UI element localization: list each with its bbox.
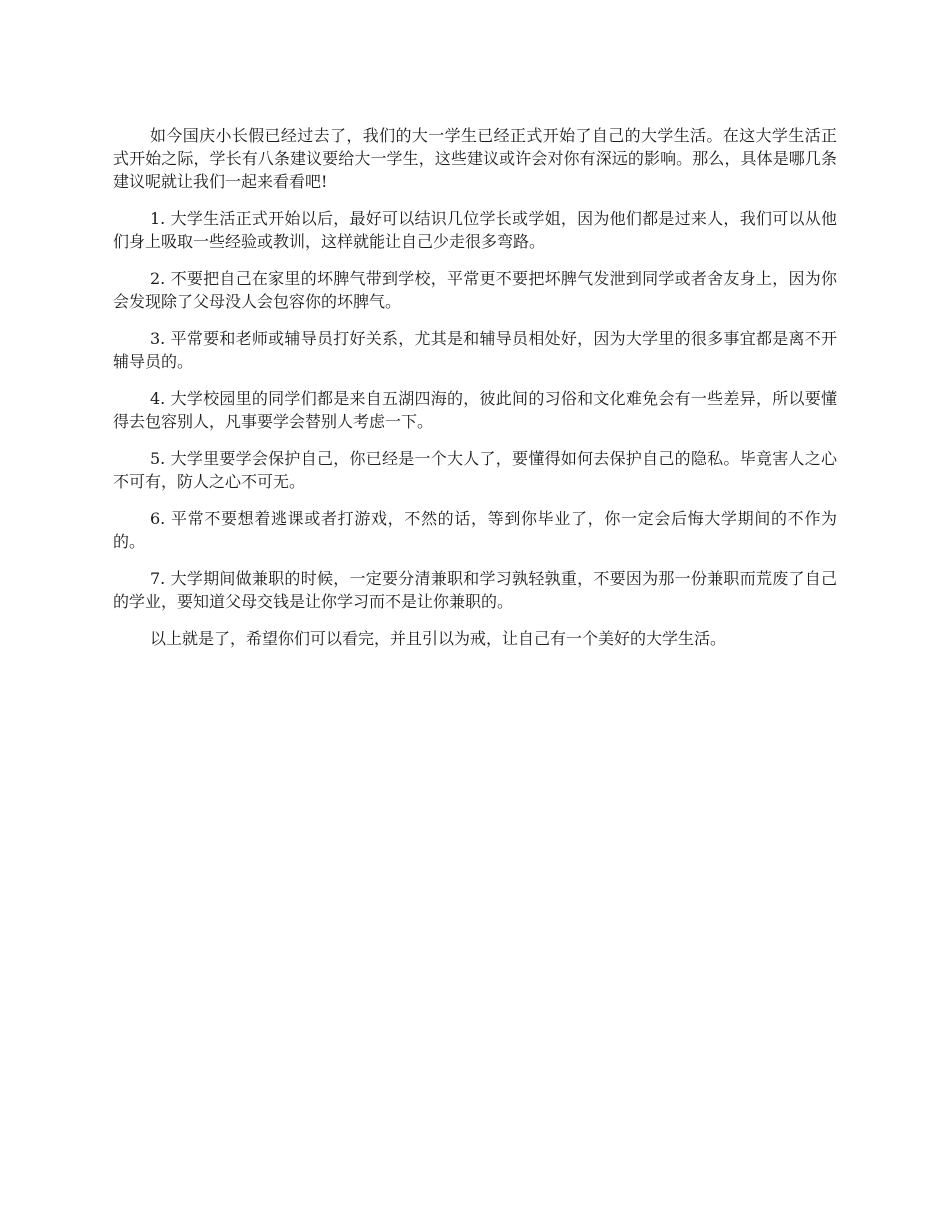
advice-paragraph-1: 1. 大学生活正式开始以后，最好可以结识几位学长或学姐，因为他们都是过来人，我们可以从他们身上吸取一些经验或教训，这样就能让自己少走很多弯路。 xyxy=(113,209,837,251)
advice-paragraph-2: 2. 不要把自己在家里的坏脾气带到学校，平常更不要把坏脾气发泄到同学或者舍友身上，因为你会发现除了父母没人会包容你的坏脾气。 xyxy=(113,269,837,311)
advice-paragraph-6: 6. 平常不要想着逃课或者打游戏，不然的话，等到你毕业了，你一定会后悔大学期间的不作为的。 xyxy=(113,509,837,551)
document-body xyxy=(113,124,837,664)
advice-paragraph-5: 5. 大学里要学会保护自己，你已经是一个大人了，要懂得如何去保护自己的隐私。毕竟害人之心不可有，防人之心不可无。 xyxy=(113,449,837,491)
advice-paragraph-7: 7. 大学期间做兼职的时候，一定要分清兼职和学习孰轻孰重，不要因为那一份兼职而荒废了自己的学业，要知道父母交钱是让你学习而不是让你兼职的。 xyxy=(113,569,837,611)
closing-paragraph: 以上就是了，希望你们可以看完，并且引以为戒，让自己有一个美好的大学生活。 xyxy=(150,629,727,648)
intro-paragraph: 如今国庆小长假已经过去了，我们的大一学生已经正式开始了自己的大学生活。在这大学生活正式开始之际，学长有八条建议要给大一学生，这些建议或许会对你有深远的影响。那么，具体是哪几条建议呢就让我们一起来看看吧! xyxy=(113,126,837,191)
advice-paragraph-3: 3. 平常要和老师或辅导员打好关系，尤其是和辅导员相处好，因为大学里的很多事宜都是离不开辅导员的。 xyxy=(113,329,837,371)
advice-paragraph-4: 4. 大学校园里的同学们都是来自五湖四海的，彼此间的习俗和文化难免会有一些差异，所以要懂得去包容别人，凡事要学会替别人考虑一下。 xyxy=(113,389,837,431)
